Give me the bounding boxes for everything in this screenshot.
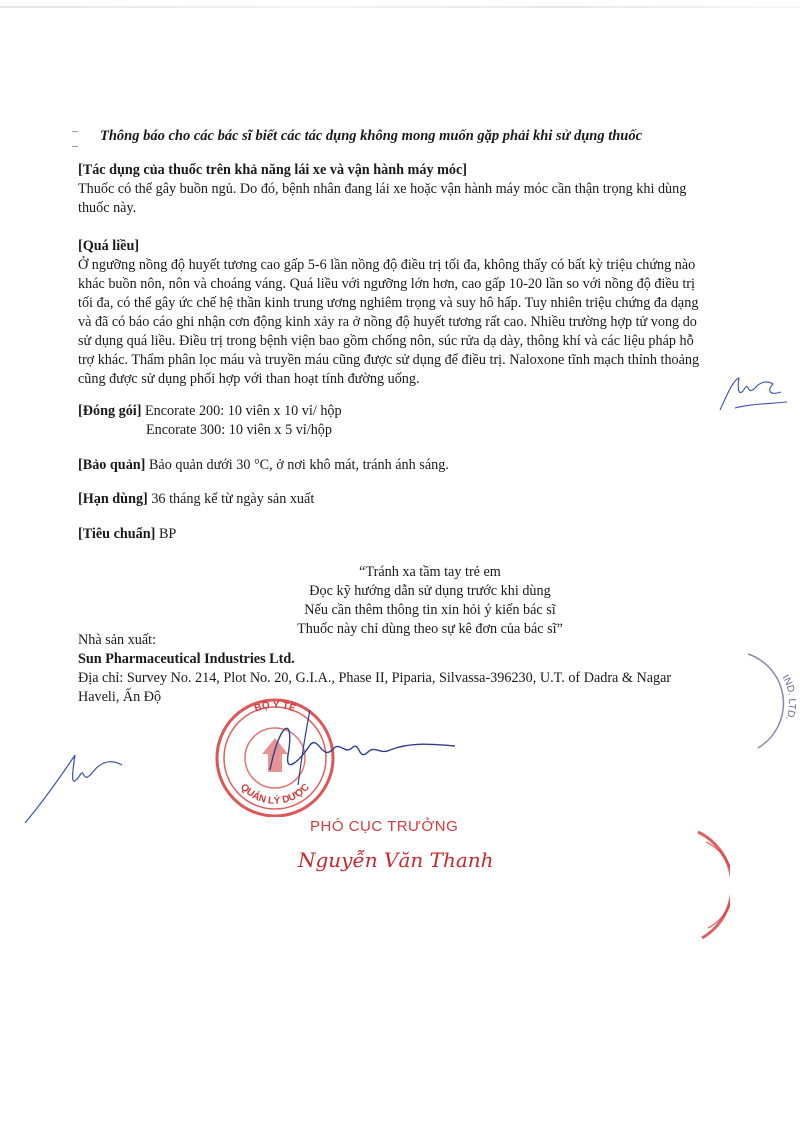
overdose-line: và đã có báo cáo ghi nhận cơn động kinh xảy ra ở nồng độ huyết tương rất cao. Nhiều trường hợp tử vong do bbox=[78, 314, 697, 330]
driving-text-line: thuốc này. bbox=[78, 200, 137, 216]
expiry-label: [Hạn dùng] bbox=[78, 491, 148, 507]
packaging-label: [Đóng gói] bbox=[78, 403, 142, 419]
standard-section bbox=[78, 525, 768, 544]
overdose-line: sử dụng quá liều. Điều trị trong bệnh viện bao gồm chống nôn, súc rửa dạ dày, thông khí và các liệu pháp hỗ bbox=[78, 333, 694, 349]
margin-mark bbox=[72, 146, 78, 147]
overdose-section bbox=[78, 237, 768, 389]
storage-section bbox=[78, 456, 768, 475]
margin-mark bbox=[72, 131, 78, 132]
warning-block bbox=[200, 563, 660, 639]
driving-text-line: Thuốc có thể gây buồn ngủ. Do đó, bệnh nhân đang lái xe hoặc vận hành máy móc cần thận trọng khi dùng bbox=[78, 181, 687, 197]
overdose-line: cũng được sử dụng phối hợp với than hoạt tính đường uống. bbox=[78, 371, 420, 387]
overdose-heading: [Quá liều] bbox=[78, 238, 140, 254]
manufacturer-section bbox=[78, 631, 748, 707]
signature-main bbox=[240, 700, 460, 790]
standard-label: [Tiêu chuẩn] bbox=[78, 526, 156, 542]
initials-right bbox=[715, 370, 795, 415]
initials-left bbox=[20, 735, 140, 830]
overdose-line: khác buồn nôn, nôn và choáng váng. Quá liều với ngưỡng lớn hơn, cao gấp 10-20 lần so với nồng độ điều trị bbox=[78, 276, 695, 292]
manufacturer-address: Haveli, Ấn Độ bbox=[78, 689, 162, 705]
driving-section bbox=[78, 161, 768, 218]
overdose-line: trợ khác. Thẩm phân lọc máu và truyền máu cũng được sử dụng để điều trị. Naloxone tĩnh mạch thỉnh thoảng bbox=[78, 352, 700, 368]
manufacturer-address: Địa chỉ: Survey No. 214, Plot No. 20, G.I.A., Phase II, Piparia, Silvassa-396230, U.T. of Dadra & Nagar bbox=[78, 670, 672, 686]
stamp-bottom-text: QUẢN LÝ DƯỢC bbox=[238, 781, 312, 807]
notice-heading: Thông báo cho các bác sĩ biết các tác dụng không mong muốn gặp phải khi sử dụng thuốc bbox=[100, 128, 643, 144]
expiry-section bbox=[78, 490, 768, 509]
packaging-line: Encorate 300: 10 viên x 5 vỉ/hộp bbox=[146, 422, 332, 438]
edge-stamp bbox=[738, 650, 800, 750]
packaging-line: Encorate 200: 10 viên x 10 vỉ/ hộp bbox=[141, 403, 342, 419]
storage-text: Bảo quản dưới 30 °C, ở nơi khô mát, tránh ánh sáng. bbox=[145, 457, 449, 473]
edge-stamp-text: IND. LTD. bbox=[779, 673, 798, 722]
stamp-top-text: BỘ Y TẾ bbox=[253, 699, 297, 715]
warning-line: “Tránh xa tầm tay trẻ em bbox=[359, 564, 501, 580]
manufacturer-name: Sun Pharmaceutical Industries Ltd. bbox=[78, 651, 295, 667]
driving-heading: [Tác dụng của thuốc trên khả năng lái xe và vận hành máy móc] bbox=[78, 162, 468, 178]
manufacturer-label: Nhà sản xuất: bbox=[78, 632, 157, 648]
overdose-line: tối đa, có thể gây ức chế hệ thần kinh trung ương nghiêm trọng và suy hô hấp. Tuy nhiên triệu chứng đa dạng bbox=[78, 295, 699, 311]
expiry-text: 36 tháng kể từ ngày sản xuất bbox=[147, 491, 315, 507]
scan-top-edge bbox=[0, 6, 800, 8]
storage-label: [Bảo quản] bbox=[78, 457, 146, 473]
packaging-section bbox=[78, 402, 768, 440]
signatory-name: Nguyễn Văn Thanh bbox=[298, 848, 494, 872]
warning-line: Nếu cần thêm thông tin xin hỏi ý kiến bác sĩ bbox=[304, 602, 556, 618]
standard-text: BP bbox=[155, 526, 177, 542]
warning-line: Thuốc này chỉ dùng theo sự kê đơn của bác sĩ” bbox=[297, 621, 563, 637]
signatory-title: PHÓ CỤC TRƯỞNG bbox=[310, 818, 459, 835]
edge-red-stamp bbox=[690, 828, 730, 943]
overdose-line: Ở ngưỡng nồng độ huyết tương cao gấp 5-6 lần nồng độ điều trị tối đa, không thấy có bất kỳ triệu chứng nào bbox=[78, 257, 696, 273]
warning-line: Đọc kỹ hướng dẫn sử dụng trước khi dùng bbox=[309, 583, 551, 599]
